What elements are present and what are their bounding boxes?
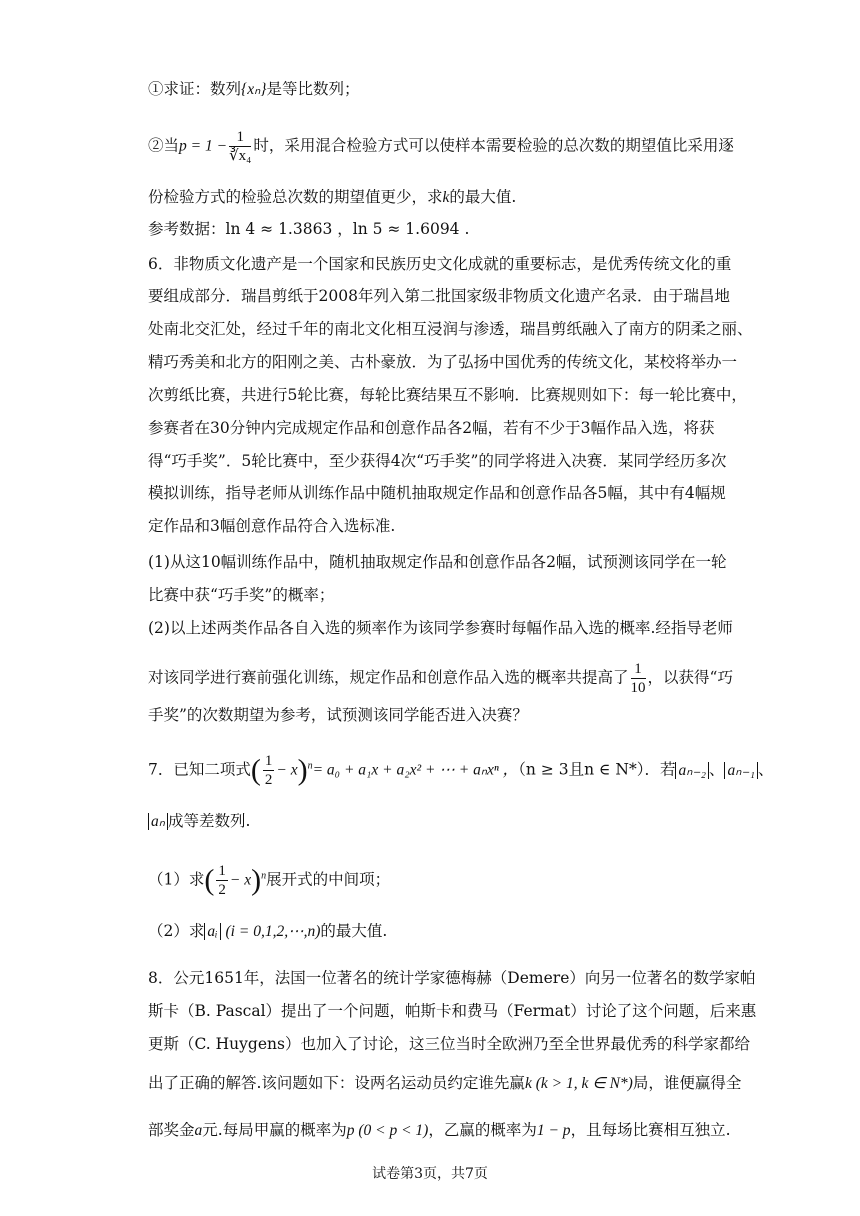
fraction-1-10 <box>631 660 646 697</box>
text: 的最大值. <box>449 188 517 206</box>
math-p: p = 1 − <box>179 137 228 155</box>
text: ，且每场比赛相互独立. <box>570 1121 731 1139</box>
q6-part1-line-1: (1)从这10幅训练作品中，随机抽取规定作品和创意作品各2幅，试预测该同学在一轮 <box>148 553 727 571</box>
paren-open: ( <box>250 753 261 787</box>
math-abs: aₙ <box>148 813 168 830</box>
math-k: k <box>442 189 450 206</box>
text: （n ≥ 3且n ∈ N*）．若 <box>518 760 676 779</box>
line-1 <box>148 78 718 101</box>
frac-den: 2 <box>218 882 226 898</box>
text: ①求证：数列 <box>148 80 242 98</box>
q6-line-3: 处南北交汇处，经过千年的南北文化相互浸润与渗透，瑞昌剪纸融入了南方的阴柔之丽、 <box>148 320 753 338</box>
frac-den: ∛x₄ <box>229 148 252 164</box>
math-1-p: 1 − p <box>536 1122 571 1139</box>
q6-line-8: 模拟训练，指导老师从训练作品中随机抽取规定作品和创意作品各5幅，其中有4幅规 <box>148 484 726 502</box>
paren-close: ) <box>297 753 308 787</box>
math-abs: aₙ₋₁ <box>724 762 758 779</box>
frac-den: 10 <box>630 680 646 696</box>
text: 7．已知二项式 <box>148 760 251 779</box>
q6-line-5: 次剪纸比赛，共进行5轮比赛，每轮比赛结果互不影响．比赛规则如下：每一轮比赛中， <box>148 386 747 404</box>
q7-line-2 <box>148 810 718 833</box>
q8-line-4 <box>148 1072 742 1095</box>
math-a: a <box>194 1122 203 1139</box>
text: 部奖金 <box>148 1121 195 1139</box>
q7-part1: （1）求( $\frac{1}{2}$ − x)$^n$展开式的中间项； <box>148 863 391 898</box>
q8-line-1: 8．公元1651年，法国一位著名的统计学家德梅赫（Demere）向另一位著名的数学家帕 <box>148 969 756 987</box>
text: 是等比数列； <box>266 80 360 98</box>
math-seq: {xₙ} <box>241 81 267 98</box>
fraction <box>229 128 251 165</box>
math-abs: aₙ₋₂ <box>675 762 709 779</box>
text: 局，谁便赢得全 <box>632 1074 742 1092</box>
q8-line-2: 斯卡（B. Pascal）提出了一个问题，帕斯卡和费马（Fermat）讨论了这个问题，后来惠 <box>148 1002 757 1020</box>
text: 对该同学进行赛前强化训练，规定作品和创意作品入选的概率共提高了 <box>148 668 629 687</box>
frac-num: 1 <box>218 863 226 879</box>
q6-line-1: 6．非物质文化遗产是一个国家和民族历史文化成就的重要标志，是优秀传统文化的重 <box>148 255 732 273</box>
q6-line-7: 得“巧手奖”．5轮比赛中，至少获得4次“巧手奖”的同学将进入决赛．某同学经历多次 <box>148 452 727 470</box>
text: 出了正确的解答.该问题如下：设两名运动员约定谁先赢 <box>148 1074 525 1092</box>
frac-num: 1 <box>264 753 273 769</box>
q8-line-3: 更斯（C. Huygens）也加入了讨论，这三位当时全欧洲乃至全世界最优秀的科学家都给 <box>148 1035 750 1053</box>
math-p-cond: p (0 < p < 1) <box>346 1122 429 1139</box>
text: ②当 <box>148 136 180 155</box>
q6-line-4: 精巧秀美和北方的阳刚之美、古朴豪放．为了弘扬中国优秀的传统文化，某校将举办一 <box>148 353 738 371</box>
page-footer: 试卷第3页，共7页 <box>372 1166 488 1182</box>
text: 的最大值. <box>320 922 388 940</box>
text: 时，采用混合检验方式可以使样本需要检验的总次数的期望值比采用逐 <box>253 136 734 155</box>
text: 、 <box>757 760 774 779</box>
q7-part2 <box>148 920 718 943</box>
q8-line-5 <box>148 1119 731 1142</box>
math-binom-rhs: = a₀ + a₁x + a₂x² + ⋯ + aₙxⁿ ， <box>312 761 519 779</box>
text: 展开式的中间项； <box>266 870 391 889</box>
text: 份检验方式的检验总次数的期望值更少，求 <box>148 188 443 206</box>
text: 、 <box>708 760 725 779</box>
math-abs: aᵢ <box>204 923 220 940</box>
q6-part2-line-3: 手奖”的次数期望为参考，试预测该同学能否进入决赛？ <box>148 706 528 724</box>
frac-num: 1 <box>229 128 251 147</box>
paren-open: ( <box>204 863 215 897</box>
text: （1）求 <box>148 870 205 889</box>
text: （2）求 <box>148 922 205 940</box>
q7-line-1: 7．已知二项式( $\frac{1}{2}$ − x)$^n$= a₀ + a₁x + a₂x² + ⋯ + aₙxⁿ ，（n ≥ 3且n ∈ N*）．若 aₙ₋₂ 、 aₙ₋₁ 、 <box>148 753 774 788</box>
q6-part1-line-2: 比赛中获“巧手奖”的概率； <box>148 586 335 604</box>
frac-den: 2 <box>264 772 273 788</box>
fraction-half <box>216 862 228 899</box>
math-range: (i = 0,1,2,⋯,n) <box>225 923 321 940</box>
q6-part2-line-1: (2)以上述两类作品各自入选的频率作为该同学参赛时每幅作品入选的概率.经指导老师 <box>148 619 733 637</box>
q6-part2-line-2 <box>148 660 733 697</box>
frac-num: 1 <box>631 660 646 679</box>
q6-line-2: 要组成部分．瑞昌剪纸于2008年列入第二批国家级非物质文化遗产名录．由于瑞昌地 <box>148 287 730 305</box>
line-2 <box>148 128 734 165</box>
text: 成等差数列. <box>167 812 251 830</box>
text: ，乙赢的概率为 <box>428 1121 537 1139</box>
q6-line-9: 定作品和3幅创意作品符合入选标准. <box>148 517 396 535</box>
q6-line-6: 参赛者在30分钟内完成规定作品和创意作品各2幅，若有不少于3幅作品入选，将获 <box>148 419 715 437</box>
line-3 <box>148 186 718 209</box>
reference-data: 参考数据：ln 4 ≈ 1.3863 ，ln 5 ≈ 1.6094 . <box>148 220 470 238</box>
text: 元.每局甲赢的概率为 <box>202 1121 347 1139</box>
text: ，以获得“巧 <box>647 668 733 687</box>
fraction-half <box>263 752 275 789</box>
math-k-cond: k (k > 1, k ∈ N*) <box>524 1075 633 1092</box>
paren-close: ) <box>251 863 262 897</box>
